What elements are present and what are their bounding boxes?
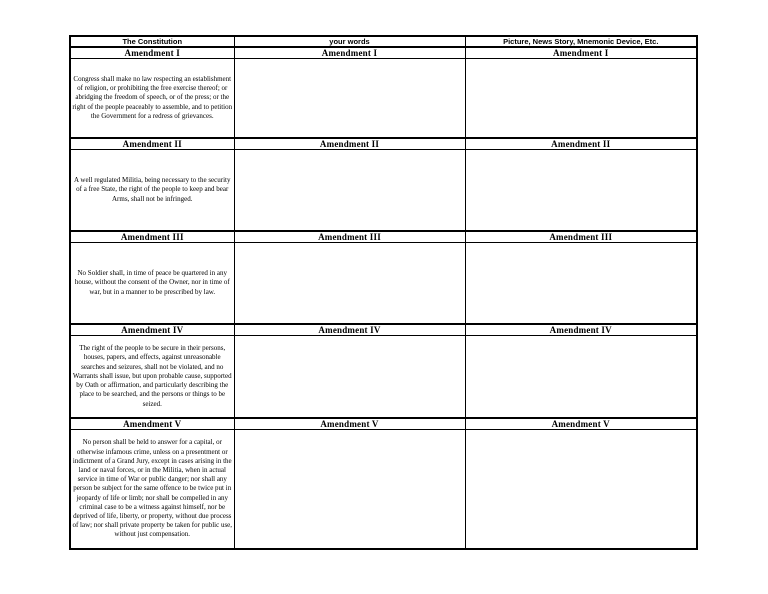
amendments-worksheet-table <box>69 35 698 550</box>
amendment-1-your-words-cell[interactable] <box>234 59 465 139</box>
column-header-constitution: The Constitution <box>70 36 234 47</box>
amendment-5-text: No person shall be held to answer for a capital, or otherwise infamous crime, unless on a presentment or indictment of a Grand Jury, except in cases arising in the land or naval forces, or in the Militia, when in actual service in time of War or public danger; nor shall any person be subject for the same offence to be twice put in jeopardy of life or limb; nor shall be compelled in any criminal case to be a witness against himself, nor be deprived of life, liberty, or property, without due process of law; nor shall private property be taken for public use, without just compensation. <box>70 430 234 550</box>
amendment-2-body-row <box>70 150 697 232</box>
amendment-3-title-picture: Amendment III <box>465 231 697 243</box>
amendment-4-title-picture: Amendment IV <box>465 324 697 336</box>
amendment-4-your-words-cell[interactable] <box>234 336 465 419</box>
amendment-1-body-row <box>70 59 697 139</box>
amendment-3-header-row <box>70 231 697 243</box>
amendment-5-title-your-words: Amendment V <box>234 418 465 430</box>
amendment-1-title-your-words: Amendment I <box>234 47 465 59</box>
amendment-5-body-row <box>70 430 697 550</box>
amendment-3-title-your-words: Amendment III <box>234 231 465 243</box>
amendment-4-text: The right of the people to be secure in their persons, houses, papers, and effects, against unreasonable searches and seizures, shall not be violated, and no Warrants shall issue, but upon probable cause, supported by Oath or affirmation, and particularly describing the place to be searched, and the persons or things to be seized. <box>70 336 234 419</box>
amendment-1-header-row <box>70 47 697 59</box>
amendment-5-title-constitution: Amendment V <box>70 418 234 430</box>
amendment-4-title-your-words: Amendment IV <box>234 324 465 336</box>
column-header-your-words: your words <box>234 36 465 47</box>
amendment-5-title-picture: Amendment V <box>465 418 697 430</box>
amendment-5-picture-cell[interactable] <box>465 430 697 550</box>
amendment-1-title-constitution: Amendment I <box>70 47 234 59</box>
amendment-3-body-row <box>70 243 697 325</box>
amendment-4-picture-cell[interactable] <box>465 336 697 419</box>
column-header-row <box>70 36 697 47</box>
amendment-1-picture-cell[interactable] <box>465 59 697 139</box>
amendment-5-header-row <box>70 418 697 430</box>
amendment-2-picture-cell[interactable] <box>465 150 697 232</box>
amendment-2-title-picture: Amendment II <box>465 138 697 150</box>
amendment-1-text: Congress shall make no law respecting an establishment of religion, or prohibiting the free exercise thereof; or abridging the freedom of speech, or of the press; or the right of the people peaceably to assemble, and to petition the Government for a redress of grievances. <box>70 59 234 139</box>
amendment-3-your-words-cell[interactable] <box>234 243 465 325</box>
amendment-4-body-row <box>70 336 697 419</box>
amendment-2-your-words-cell[interactable] <box>234 150 465 232</box>
amendment-3-text: No Soldier shall, in time of peace be quartered in any house, without the consent of the Owner, nor in time of war, but in a manner to be prescribed by law. <box>70 243 234 325</box>
column-header-picture: Picture, News Story, Mnemonic Device, Etc. <box>465 36 697 47</box>
amendment-3-picture-cell[interactable] <box>465 243 697 325</box>
amendment-5-your-words-cell[interactable] <box>234 430 465 550</box>
amendment-2-text: A well regulated Militia, being necessary to the security of a free State, the right of the people to keep and bear Arms, shall not be infringed. <box>70 150 234 232</box>
amendment-2-title-constitution: Amendment II <box>70 138 234 150</box>
amendment-3-title-constitution: Amendment III <box>70 231 234 243</box>
amendment-2-title-your-words: Amendment II <box>234 138 465 150</box>
amendment-1-title-picture: Amendment I <box>465 47 697 59</box>
amendment-4-header-row <box>70 324 697 336</box>
amendment-4-title-constitution: Amendment IV <box>70 324 234 336</box>
amendment-2-header-row <box>70 138 697 150</box>
